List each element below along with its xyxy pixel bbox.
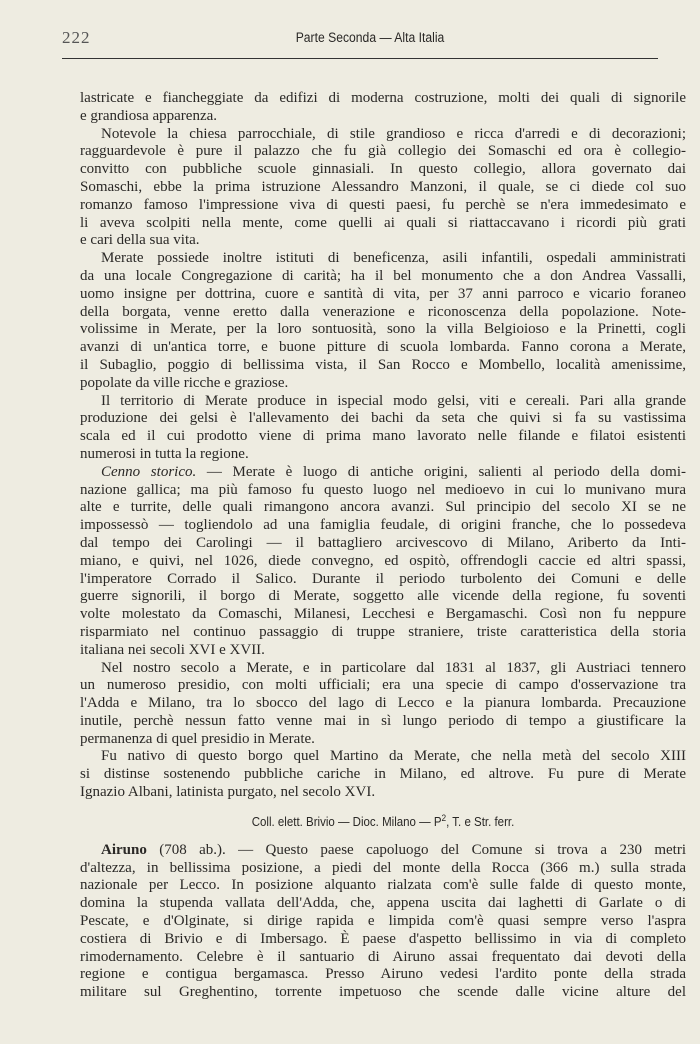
- line-text: Nel nostro secolo a Merate, e in particolare dal 1831 al 1837, gli Austriaci tennero: [101, 659, 686, 676]
- text-line: [80, 410, 686, 428]
- line-text: lastricate e fiancheggiate da edifizi di moderna costruzione, molti dei quali di signorile: [80, 90, 686, 106]
- text-line: [80, 571, 686, 589]
- text-line: [80, 197, 686, 215]
- text-line: [80, 464, 686, 482]
- line-text: guerre signorili, il borgo di Merate, soggetto alle vicende della regione, fu soventi: [80, 588, 686, 605]
- line-text: inutile, perchè nessun fatto venne mai in sì lungo periodo di tempo a giustificare la: [80, 712, 686, 729]
- line-text: ragguardevole è pure il palazzo che fu già collegio dei Somaschi ed ora è collegio-: [80, 143, 686, 160]
- airuno-paragraph: [80, 842, 686, 1002]
- line-text: l'Adda e Milano, tra lo sbocco del lago di Lecco e la pianura lombarda. Precauzione: [80, 695, 686, 712]
- line-text: da una locale Congregazione di carità; ha il bel monumento che a don Andrea Vassalli,: [80, 267, 686, 284]
- text-line: [80, 357, 686, 375]
- section-caption: [104, 802, 662, 842]
- line-text: Pescate, e d'Olginate, si dirige rapida e limpida com'è quasi sempre verso l'aspra: [80, 913, 686, 930]
- text-line: [80, 517, 686, 535]
- text-line: [80, 499, 686, 517]
- line-text: e grandiosa apparenza.: [80, 107, 218, 124]
- text-line: [80, 268, 686, 286]
- caption-superscript: 2: [441, 812, 447, 823]
- paragraph: [80, 126, 686, 251]
- text-line: [80, 931, 686, 949]
- line-text: volissime in Merate, per la loro sontuosità, sono la villa Belgioioso e la Prinetti, cogli: [80, 321, 686, 338]
- line-text: permanenza di quel presidio in Merate.: [80, 730, 315, 747]
- header-rule: [62, 58, 658, 59]
- line-text: numerosi in tutta la regione.: [80, 445, 249, 462]
- text-line: [80, 642, 686, 660]
- line-text: e cari della sua vita.: [80, 232, 200, 249]
- text-line: [80, 215, 686, 233]
- text-line: [80, 375, 686, 393]
- merate-section: [80, 90, 686, 802]
- text-line: [80, 286, 686, 304]
- line-text: Somaschi, ebbe la prima istruzione Alessandro Manzoni, il quale, se ci diede col suo: [80, 178, 686, 195]
- line-text: produzione dei gelsi è l'allevamento dei bachi da seta che quivi si fa su vastissima: [80, 410, 686, 427]
- caption-text-after: , T. e Str. ferr.: [446, 814, 515, 829]
- line-text: avanzi di un'antica torre, e buone pitture di scuola lombarda. Fanno corona a Merate,: [80, 339, 686, 356]
- text-line: [80, 446, 686, 464]
- line-text: volte molestato da Comaschi, Milanesi, Lecchesi e Bergamaschi. Così non fu neppure: [80, 606, 686, 623]
- line-text: convitto con pubbliche scuole ginnasiali. In questo collegio, allora governato dai: [80, 161, 686, 178]
- line-text: risparmiato nel continuo passaggio di truppe straniere, triste caratteristica della storia: [80, 623, 686, 640]
- line-text: Fu nativo di questo borgo quel Martino da Merate, che nella metà del secolo XIII: [101, 748, 686, 765]
- line-text: il Subaglio, poggio di bellissima vista, il San Rocco e Mombello, località amenissime,: [80, 356, 686, 373]
- text-line: [80, 126, 686, 144]
- text-line: [80, 304, 686, 322]
- text-line: [80, 624, 686, 642]
- text-line: [80, 895, 686, 913]
- paragraph: [80, 250, 686, 392]
- line-text: dal tempo dei Carolingi — il battagliero arcivescovo di Milano, Ariberto da Inti-: [80, 534, 686, 551]
- text-line: [80, 482, 686, 500]
- line-text: impossessò — togliendolo ad una famiglia feudale, di origini franche, che lo possedeva: [80, 517, 686, 534]
- text-line: [80, 143, 686, 161]
- page-body: [80, 90, 686, 1002]
- line-text: rimodernamento. Celebre è il santuario di Airuno assai frequentato dai devoti della: [80, 948, 686, 965]
- line-text: domina la stupenda vallata dell'Adda, che, appena uscita dai laghetti di Garlate o di: [80, 895, 686, 912]
- line-text: (708 ab.). — Questo paese capoluogo del Comune si trova a 230 metri: [146, 841, 686, 858]
- line-text: scala ed il cui prodotto viene di prima mano lavorato nelle filande e filatoi esistenti: [80, 428, 686, 445]
- line-text: militare sul Greghentino, torrente impetuoso che scende dalle vicine alture del: [80, 984, 686, 1001]
- line-text: li aveva scolpiti nella mente, come quelli ai quali si riattaccavano i ricordi più grati: [80, 214, 686, 231]
- text-line: [80, 966, 686, 984]
- running-title: Parte Seconda — Alta Italia: [295, 30, 445, 45]
- line-text: alte e turrite, delle quali rimangono ancora avanzi. Sul principio del secolo XI se ne: [80, 499, 686, 516]
- text-line: [80, 695, 686, 713]
- line-text: si distinse sostenendo pubbliche cariche in Milano, ed altrove. Fu pure di Merate: [80, 766, 686, 783]
- text-line: [80, 428, 686, 446]
- text-line: [80, 677, 686, 695]
- text-line: [80, 339, 686, 357]
- text-line: [80, 860, 686, 878]
- place-name-heading: Airuno: [101, 841, 147, 858]
- paragraph: [80, 464, 686, 660]
- line-text: romanzo famoso l'impressione viva di questi paesi, fu perchè se n'era immedesimato e: [80, 196, 686, 213]
- line-text: Notevole la chiesa parrocchiale, di stile grandioso e ricca d'arredi e di decorazioni;: [101, 125, 686, 142]
- line-text: — Merate è luogo di antiche origini, salienti al periodo della domi-: [196, 463, 686, 480]
- line-text: della borgata, venne eretto dalla venerazione e riconoscenza della popolazione. Note-: [80, 303, 686, 320]
- text-line: [80, 232, 686, 250]
- text-line: [80, 161, 686, 179]
- line-text: d'altezza, in bellissima posizione, a piedi del monte della Rocca (366 m.) sulla strada: [80, 859, 686, 876]
- text-line: [80, 660, 686, 678]
- text-line: [80, 766, 686, 784]
- text-line: [80, 606, 686, 624]
- text-line: [80, 90, 686, 108]
- text-line: [80, 913, 686, 931]
- text-line: [80, 748, 686, 766]
- text-line: [80, 179, 686, 197]
- line-text: regione e contigua bergamasca. Presso Airuno vedesi l'ardito ponte della strada: [80, 966, 686, 983]
- line-text: nazione gallica; ma più famoso fu questo luogo nel medioevo in cui lo munivano mura: [80, 481, 686, 498]
- text-line: [80, 250, 686, 268]
- paragraph: [80, 393, 686, 464]
- text-line: [80, 713, 686, 731]
- line-text: un numeroso presidio, con molti ufficiali; era una specie di campo d'osservazione tra: [80, 677, 686, 694]
- section-heading-italic: Cenno storico.: [101, 463, 197, 480]
- text-line: [80, 553, 686, 571]
- paragraph: [80, 660, 686, 749]
- line-text: Merate possiede inoltre istituti di beneficenza, asili infantili, ospedali amministrati: [101, 250, 686, 267]
- line-text: Ignazio Albani, latinista purgato, nel secolo XVI.: [80, 784, 376, 801]
- line-text: popolate da ville ricche e graziose.: [80, 374, 289, 391]
- line-text: italiana nei secoli XVI e XVII.: [80, 641, 265, 658]
- caption-text: Coll. elett. Brivio — Dioc. Milano — P: [251, 814, 442, 829]
- text-line: [80, 321, 686, 339]
- text-line: [80, 393, 686, 411]
- text-line: [80, 949, 686, 967]
- text-line: [80, 108, 686, 126]
- text-line: [80, 535, 686, 553]
- line-text: nazionale per Lecco. In posizione alquanto rialzata com'è sulle falde di questo monte,: [80, 877, 686, 894]
- line-text: l'imperatore Corrado il Salico. Durante il periodo turbolento dei Comuni e delle: [80, 570, 686, 587]
- line-text: costiera di Brivio e di Imbersago. È paese d'aspetto bellissimo in via di completo: [80, 930, 686, 947]
- line-text: uomo insigne per dottrina, cuore e santità di vita, per 37 anni parroco e vicario foraneo: [80, 285, 686, 302]
- text-line: [80, 984, 686, 1002]
- page-number: 222: [62, 28, 91, 47]
- line-text: Il territorio di Merate produce in ispecial modo gelsi, viti e cereali. Pari alla grande: [101, 392, 686, 409]
- paragraph: [80, 90, 686, 126]
- text-line: [80, 877, 686, 895]
- text-line: [80, 731, 686, 749]
- text-line: [80, 588, 686, 606]
- text-line: [80, 842, 686, 860]
- text-line: [80, 784, 686, 802]
- paragraph: [80, 748, 686, 801]
- line-text: miano, e quivi, nel 1026, diede convegno, ed ospitò, offrendogli caccie ed altri spassi,: [80, 552, 686, 569]
